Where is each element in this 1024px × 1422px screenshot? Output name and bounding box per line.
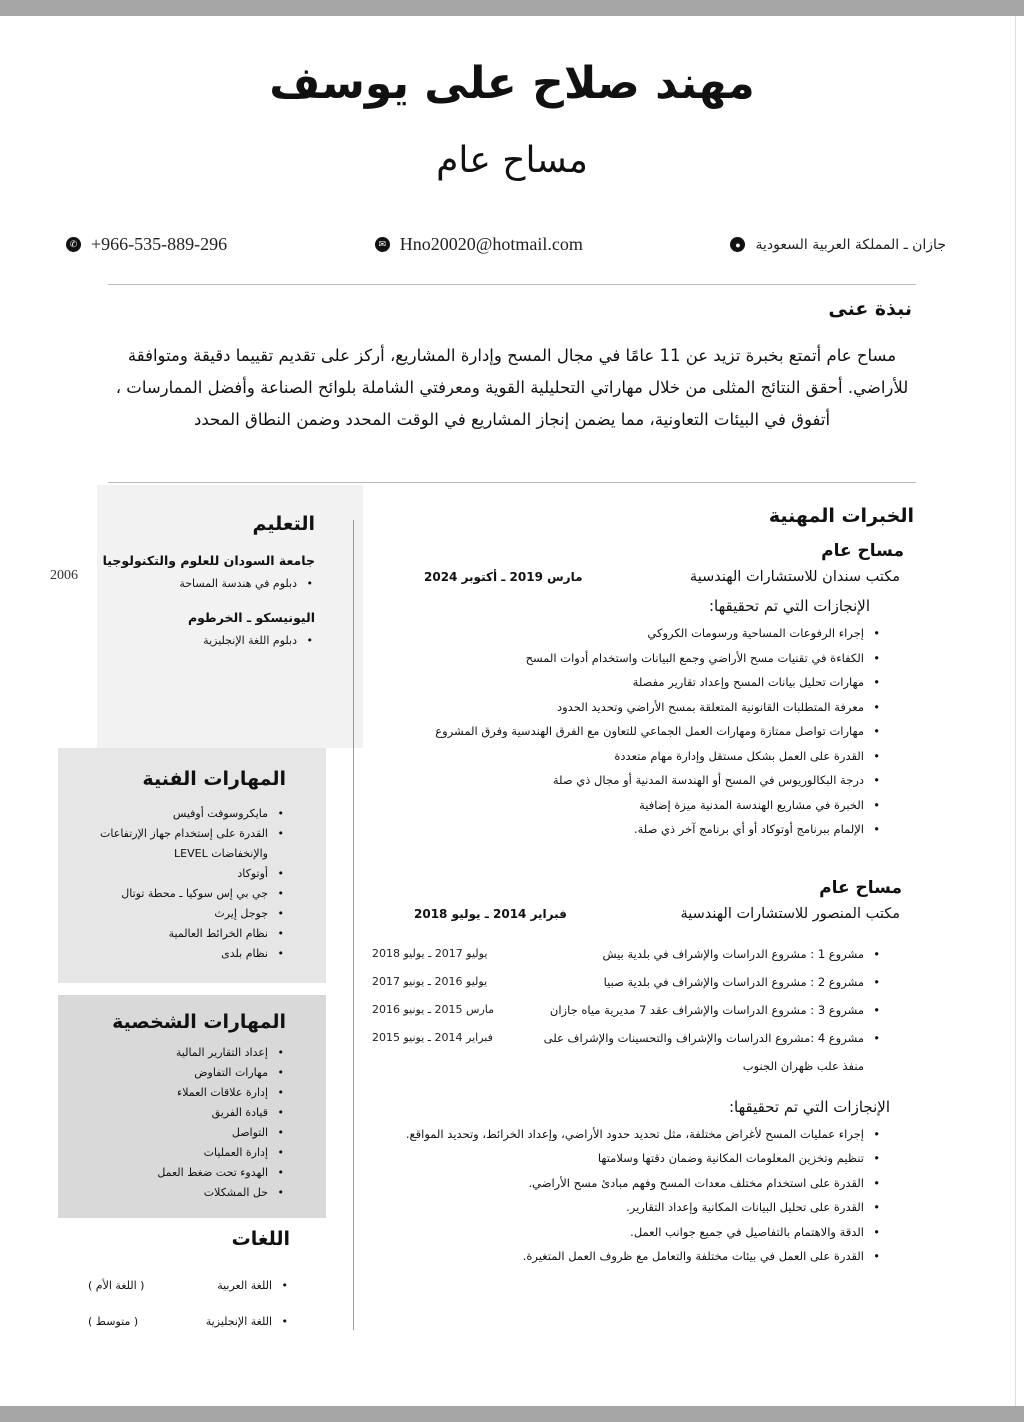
project-dates: يوليو 2017 ـ يوليو 2018 (372, 946, 488, 960)
job-title: مساح عام (821, 541, 904, 561)
school-name: جامعة السودان للعلوم والتكنولوجيا (102, 553, 315, 568)
degree: • دبلوم اللغة الإنجليزية (97, 631, 315, 651)
job-dates: فبراير 2014 ـ يوليو 2018 (414, 906, 567, 921)
language-name: • اللغة العربية (217, 1279, 272, 1292)
list-item: • الخبرة في مشاريع الهندسة المدنية ميزة إضافية (426, 793, 882, 818)
project-item (372, 968, 882, 996)
list-item: • القدرة على إستخدام جهاز الإرتفاعات والإنخفاضات LEVEL (68, 824, 286, 864)
list-item: • مهارات التفاوض (68, 1063, 286, 1083)
achievements-list (402, 1122, 882, 1269)
list-item: • القدرة على العمل بشكل مستقل وإدارة مهام متعددة (426, 744, 882, 769)
email-text: Hno20020@hotmail.com (399, 234, 583, 254)
location-pin-icon: ● (730, 237, 745, 252)
project-name: • مشروع 2 : مشروع الدراسات والإشراف في بلدية صبيا (603, 974, 864, 989)
languages-list (58, 1268, 290, 1340)
divider (108, 284, 916, 285)
list-item: • الكفاءة في تقنيات مسح الأراضي وجمع البيانات واستخدام أدوات المسح (426, 646, 882, 671)
list-item: • معرفة المتطلبات القانونية المتعلقة بمسح الأراضي وتحديد الحدود (426, 695, 882, 720)
list-item: • قيادة الفريق (68, 1103, 286, 1123)
languages-heading: اللغات (231, 1228, 290, 1250)
top-bar (0, 0, 1024, 16)
about-text: مساح عام أتمتع بخبرة تزيد عن 11 عامًا في مجال المسح وإدارة المشاريع، أركز على تقديم تقييما دقيقة ومتوافقة للأراضي. أحقق النتائج المثلى من خلال مهاراتي التحليلية القوية ومعرفتي الشاملة بلوائح الصناعة وأفضل الممارسات ، أتفوق في البيئات التعاونية، مما يضمن إنجاز المشاريع في الوقت المحدد وضمن النطاق المحدد (115, 346, 909, 429)
experience-section (372, 505, 914, 1269)
list-item: • جي بي إس سوكيا ـ محطة توتال (68, 884, 286, 904)
list-item: • الإلمام ببرنامج أوتوكاد أو أي برنامج آخر ذي صلة. (426, 817, 882, 842)
school-name: اليونيسكو ـ الخرطوم (187, 610, 315, 625)
company-name: مكتب المنصور للاستشارات الهندسية (680, 905, 900, 922)
job-company-row (424, 569, 900, 585)
list-item: • الهدوء تحت ضغط العمل (68, 1163, 286, 1183)
project-name: • مشروع 4 :مشروع الدراسات والإشراف والتحسينات والإشراف على منفذ علب ظهران الجنوب (543, 1030, 864, 1073)
list-item: • القدرة على تحليل البيانات المكانية وإعداد التقارير. (402, 1195, 882, 1220)
list-item: • إعداد التقارير المالية (68, 1043, 286, 1063)
bottom-bar (0, 1406, 1024, 1422)
list-item: • إجراء الرفوعات المساحية ورسومات الكروكي (426, 621, 882, 646)
location-text: جازان ـ المملكة العربية السعودية (755, 236, 946, 253)
email (375, 234, 583, 255)
list-item: • حل المشكلات (68, 1183, 286, 1203)
project-item (372, 1024, 882, 1080)
list-item: • التواصل (68, 1123, 286, 1143)
education-heading: التعليم (252, 513, 315, 535)
list-item: • جوجل إيرث (68, 904, 286, 924)
education-year: 2006 (50, 568, 78, 583)
project-item (372, 940, 882, 968)
list-item: • أوتوكاد (68, 864, 286, 884)
education-section (97, 485, 363, 748)
divider (108, 482, 916, 483)
project-name: • مشروع 1 : مشروع الدراسات والإشراف في بلدية بيش (602, 946, 864, 961)
list-item: • مهارات تواصل ممتازة ومهارات العمل الجماعي للتعاون مع الفرق الهندسية وفرق المشروع (426, 719, 882, 744)
project-item (372, 996, 882, 1024)
technical-skills-list (68, 804, 286, 964)
job-company-row (414, 906, 900, 922)
phone-text: +966-535-889-296 (91, 234, 228, 254)
experience-heading: الخبرات المهنية (768, 505, 914, 527)
page-edge (1015, 16, 1016, 1406)
list-item: • تنظيم وتخزين المعلومات المكانية وضمان دقتها وسلامتها (402, 1146, 882, 1171)
contact-row (66, 234, 946, 255)
achievements-heading: الإنجازات التي تم تحقيقها: (728, 1097, 890, 1116)
achievements-list (426, 621, 882, 842)
personal-skills-heading: المهارات الشخصية (112, 1011, 286, 1033)
job-title: مساح عام (436, 140, 588, 181)
list-item: • القدرة على العمل في بيئات مختلفة والتعامل مع ظروف العمل المتغيرة. (402, 1244, 882, 1269)
list-item: • إدارة العمليات (68, 1143, 286, 1163)
about-heading: نبذة عنى (828, 298, 912, 320)
degree: • دبلوم في هندسة المساحة (97, 574, 315, 594)
technical-skills-section (58, 748, 326, 983)
job-dates: مارس 2019 ـ أكتوبر 2024 (424, 570, 583, 584)
column-divider (353, 520, 354, 1330)
language-level: ( متوسط ) (88, 1315, 139, 1328)
project-dates: يوليو 2016 ـ يونيو 2017 (372, 974, 488, 988)
list-item: • إجراء عمليات المسح لأغراض مختلفة، مثل تحديد حدود الأراضي، وإعداد الخرائط، وتحديد المواقع. (402, 1122, 882, 1147)
email-icon: ✉ (375, 237, 390, 252)
location (730, 237, 946, 253)
project-dates: مارس 2015 ـ يونيو 2016 (372, 1002, 495, 1016)
projects-list (372, 940, 882, 1080)
list-item: • مايكروسوفت أوفيس (68, 804, 286, 824)
list-item: • مهارات تحليل بيانات المسح وإعداد تقارير مفصلة (426, 670, 882, 695)
list-item: • القدرة على استخدام مختلف معدات المسح وفهم مبادئ مسح الأراضي. (402, 1171, 882, 1196)
list-item: • الدقة والاهتمام بالتفاصيل في جميع جوانب العمل. (402, 1220, 882, 1245)
languages-section (58, 1228, 326, 1340)
language-name: • اللغة الإنجليزية (205, 1315, 272, 1328)
project-dates: فبراير 2014 ـ يونيو 2015 (372, 1030, 493, 1044)
language-item (58, 1304, 290, 1340)
list-item: • درجة البكالوريوس في المسح أو الهندسة المدنية أو مجال ذي صلة (426, 768, 882, 793)
technical-skills-heading: المهارات الفنية (142, 768, 286, 790)
list-item: • نظام الخرائط العالمية (68, 924, 286, 944)
candidate-name: مهند صلاح على يوسف (269, 58, 755, 109)
phone-icon: ✆ (66, 237, 81, 252)
achievements-heading: الإنجازات التي تم تحقيقها: (708, 597, 870, 615)
language-level: ( اللغة الأم ) (88, 1279, 145, 1292)
project-name: • مشروع 3 : مشروع الدراسات والإشراف عقد 7 مديرية مياه جازان (549, 1002, 864, 1017)
list-item: • نظام بلدى (68, 944, 286, 964)
personal-skills-section (58, 995, 326, 1218)
job-title: مساح عام (819, 877, 902, 898)
company-name: مكتب سندان للاستشارات الهندسية (689, 569, 900, 585)
phone (66, 234, 227, 255)
list-item: • إدارة علاقات العملاء (68, 1083, 286, 1103)
language-item (58, 1268, 290, 1304)
personal-skills-list (68, 1043, 286, 1203)
